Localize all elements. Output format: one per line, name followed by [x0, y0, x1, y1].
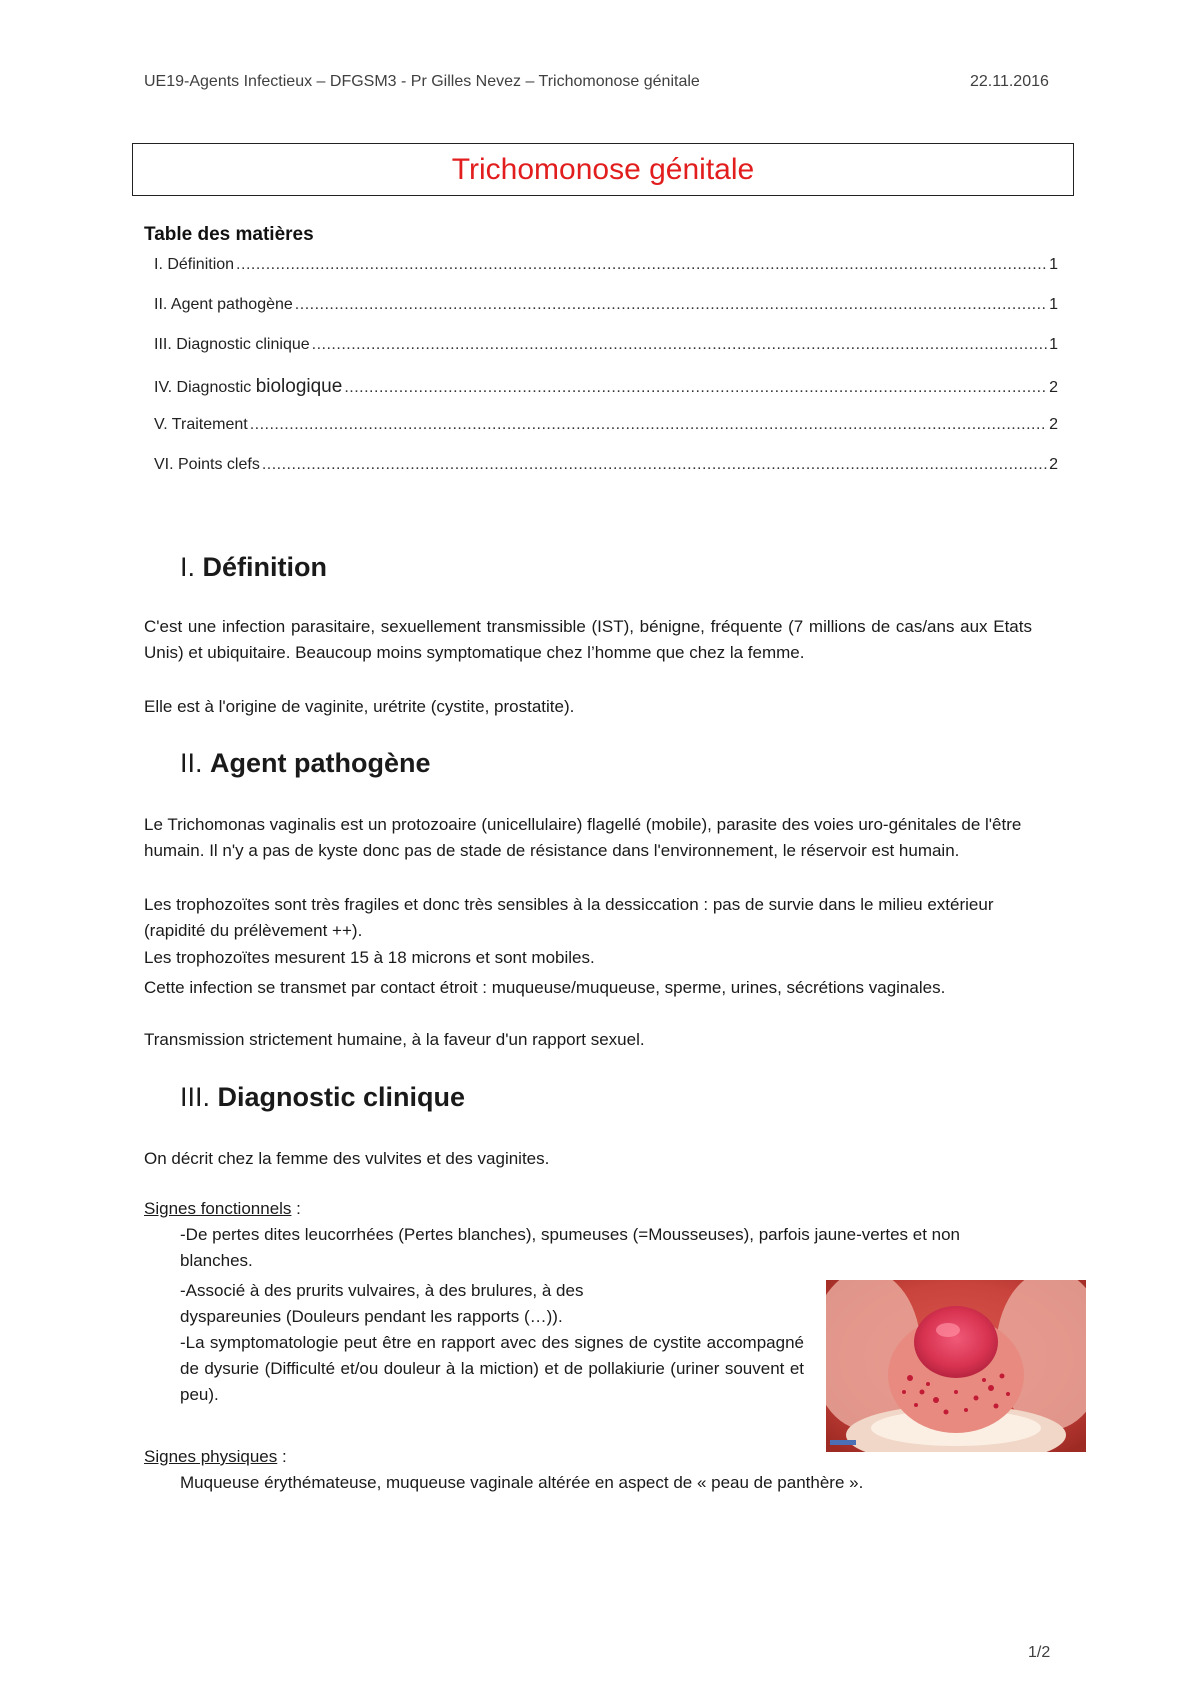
- toc-leader-dots: [250, 416, 1047, 434]
- signes-physiques-text: Muqueuse érythémateuse, muqueuse vaginale altérée en aspect de « peau de panthère ».: [180, 1473, 864, 1492]
- toc-entry-page: 2: [1049, 379, 1058, 396]
- toc-entry-page: 2: [1049, 416, 1058, 433]
- running-header: UE19-Agents Infectieux – DFGSM3 - Pr Gilles Nevez – Trichomonose génitale: [144, 73, 700, 90]
- toc-leader-dots: [344, 379, 1047, 397]
- toc-entry-traitement[interactable]: [154, 416, 1058, 438]
- toc-leader-dots: [262, 456, 1047, 474]
- toc-entry-clinique[interactable]: [154, 336, 1058, 358]
- toc-entry-page: 2: [1049, 456, 1058, 473]
- toc-entry-label: III. Diagnostic clinique: [154, 336, 310, 353]
- document-title: Trichomonose génitale: [451, 152, 755, 186]
- section-heading-agent: II. Agent pathogène: [180, 748, 431, 778]
- toc-heading: Table des matières: [144, 224, 314, 245]
- toc-entry-label: IV. Diagnostic biologique: [154, 376, 343, 397]
- toc-leader-dots: [295, 296, 1047, 314]
- symptom-bullet-2: -Associé à des prurits vulvaires, à des brulures, à des dyspareunies (Douleurs pendant les rapports (…)).: [180, 1281, 584, 1326]
- clinical-photo: [826, 1280, 1086, 1452]
- agent-paragraph-1: Le Trichomonas vaginalis est un protozoaire (unicellulaire) flagellé (mobile), parasite des voies uro-génitales de l'être humain. Il n'y a pas de kyste donc pas de stade de résistance dans l'environnement, le réservoir est humain.: [144, 815, 1022, 860]
- section-heading-clinique: III. Diagnostic clinique: [180, 1082, 466, 1112]
- page-number: 1/2: [1028, 1644, 1051, 1661]
- agent-paragraph-2: Les trophozoïtes sont très fragiles et donc très sensibles à la dessiccation : pas de survie dans le milieu extérieur (rapidité du prélèvement ++).: [144, 895, 994, 940]
- agent-paragraph-5: Transmission strictement humaine, à la faveur d'un rapport sexuel.: [144, 1030, 645, 1049]
- toc-entry-definition[interactable]: [154, 256, 1058, 278]
- section-heading-definition: I. Définition: [180, 552, 327, 582]
- toc-entry-page: 1: [1049, 256, 1058, 273]
- toc-entry-label: VI. Points clefs: [154, 456, 260, 473]
- signes-physiques-label: Signes physiques :: [144, 1447, 287, 1466]
- toc-entry-page: 1: [1049, 336, 1058, 353]
- definition-paragraph: C'est une infection parasitaire, sexuellement transmissible (IST), bénigne, fréquente (7 millions de cas/ans aux Etats Unis) et ubiquitaire. Beaucoup moins symptomatique chez l’homme que chez la femme.: [144, 617, 1032, 662]
- toc-entry-points-clefs[interactable]: [154, 456, 1058, 478]
- toc-entry-label: V. Traitement: [154, 416, 248, 433]
- signes-fonctionnels-label: Signes fonctionnels :: [144, 1199, 301, 1218]
- header-date: 22.11.2016: [970, 73, 1049, 90]
- definition-origin: Elle est à l'origine de vaginite, urétrite (cystite, prostatite).: [144, 697, 575, 716]
- symptom-bullet-3: -La symptomatologie peut être en rapport avec des signes de cystite accompagné de dysurie (Difficulté et/ou douleur à la miction) et de pollakiurie (uriner souvent et peu).: [180, 1333, 804, 1404]
- toc-entry-label: II. Agent pathogène: [154, 296, 293, 313]
- toc-entry-label: I. Définition: [154, 256, 235, 273]
- agent-paragraph-4: Cette infection se transmet par contact étroit : muqueuse/muqueuse, sperme, urines, sécrétions vaginales.: [144, 978, 946, 997]
- symptom-bullet-1: -De pertes dites leucorrhées (Pertes blanches), spumeuses (=Mousseuses), parfois jaune-vertes et non blanches.: [180, 1225, 961, 1270]
- agent-paragraph-3: Les trophozoïtes mesurent 15 à 18 microns et sont mobiles.: [144, 948, 595, 967]
- toc-entry-agent[interactable]: [154, 296, 1058, 318]
- clinique-intro: On décrit chez la femme des vulvites et des vaginites.: [144, 1149, 550, 1168]
- toc-leader-dots: [312, 336, 1047, 354]
- title-box: [132, 143, 1074, 196]
- toc-leader-dots: [236, 256, 1047, 274]
- toc-entry-page: 1: [1049, 296, 1058, 313]
- toc-entry-biologique[interactable]: [154, 376, 1058, 398]
